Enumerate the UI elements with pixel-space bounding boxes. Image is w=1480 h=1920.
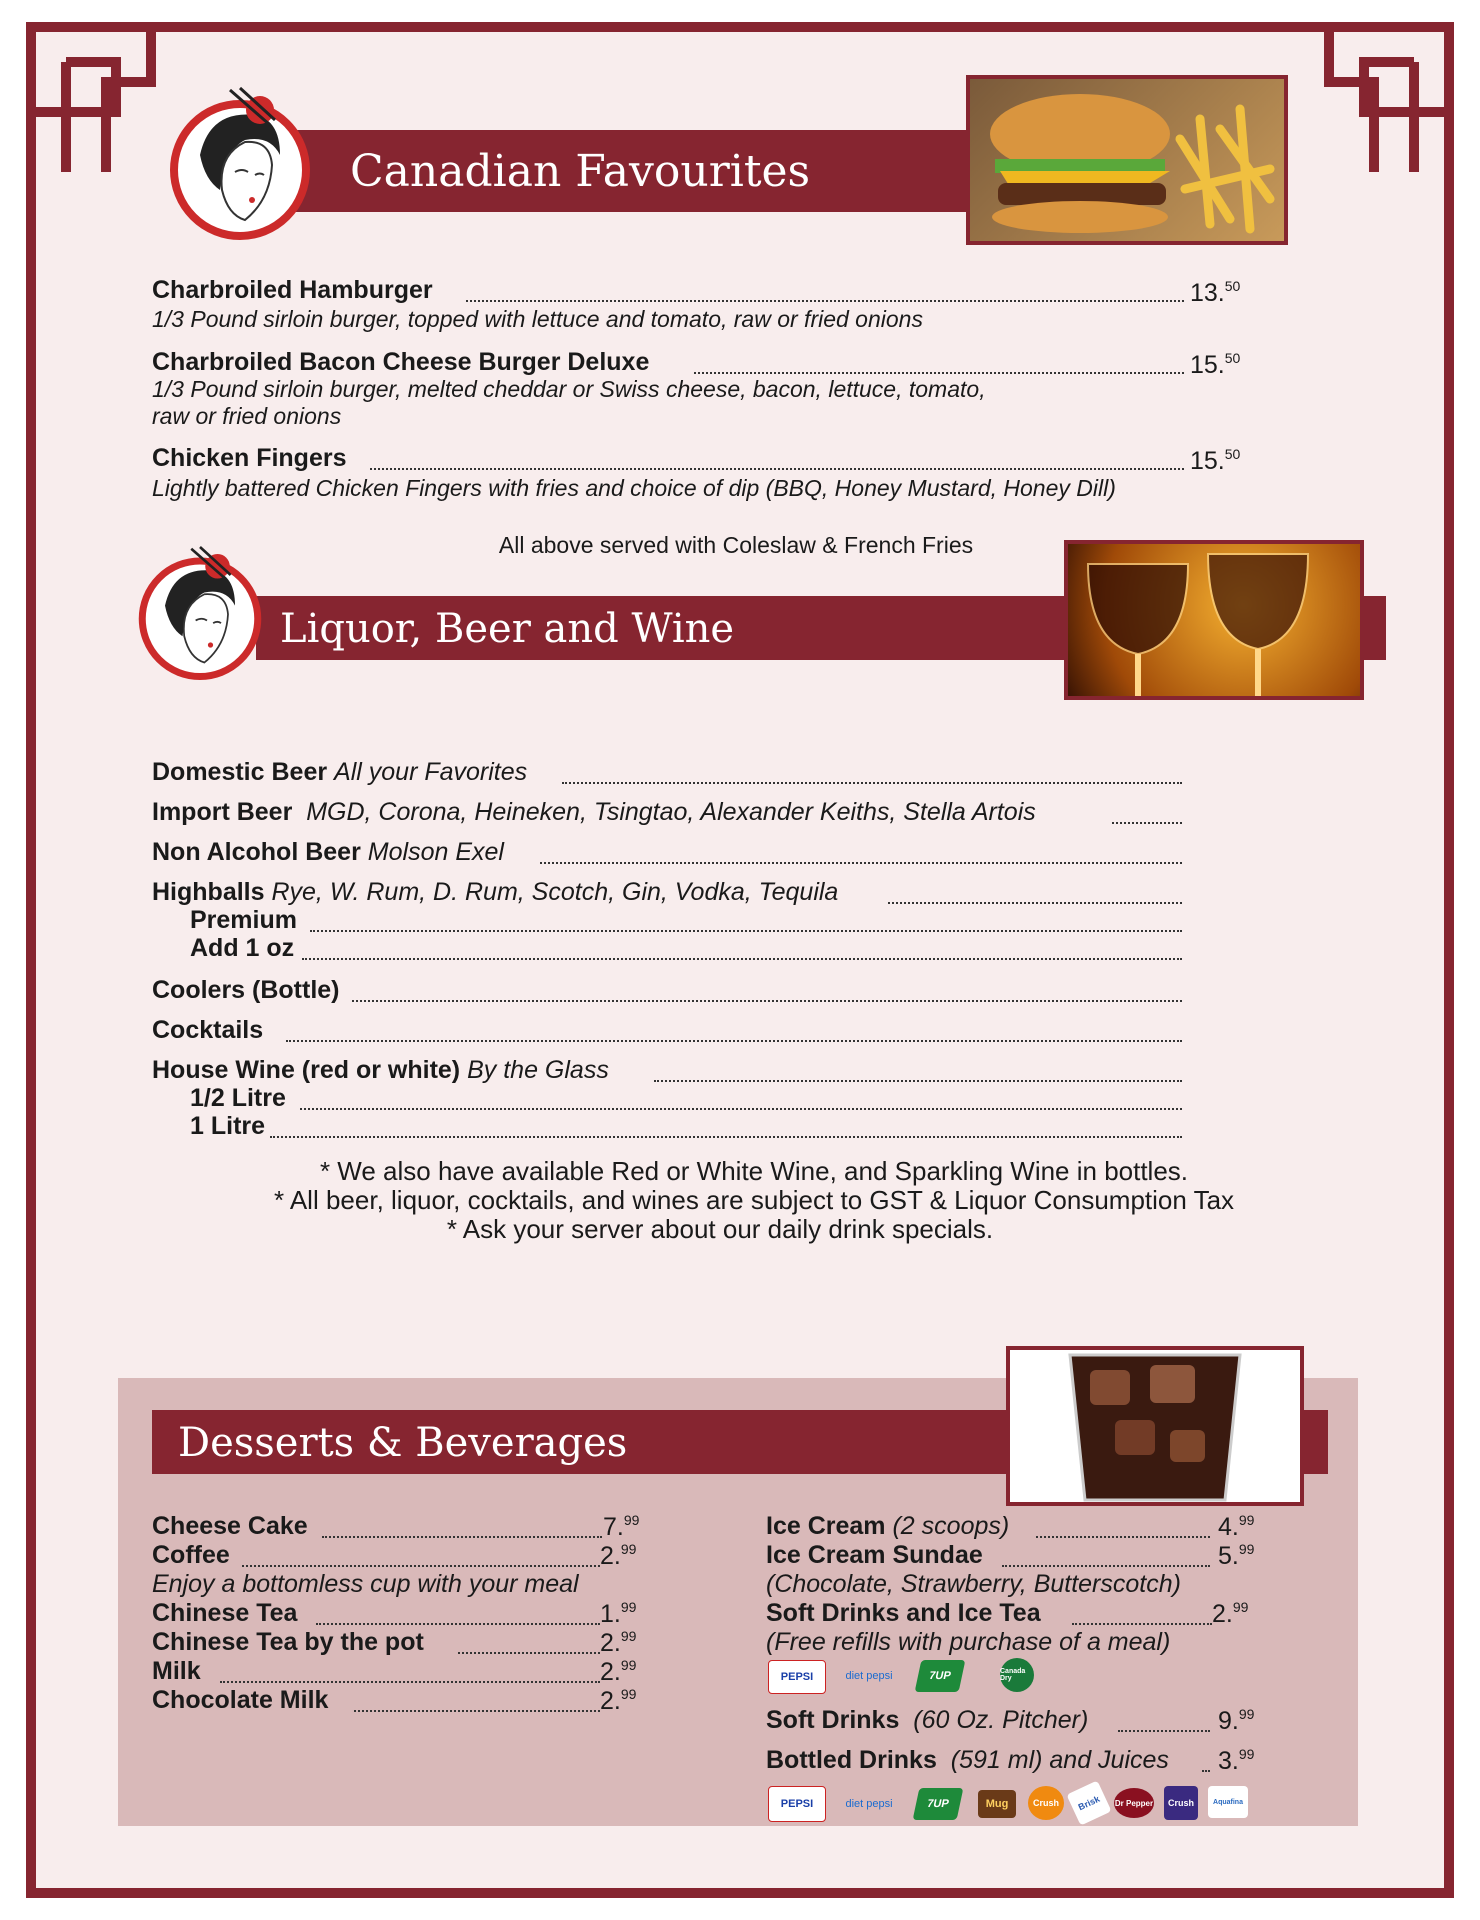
beverage-item: Soft Drinks and Ice Tea: [766, 1599, 1041, 1627]
dot-leader: [270, 1136, 1182, 1138]
section-title: Desserts & Beverages: [178, 1420, 628, 1466]
dot-leader: [1202, 1770, 1210, 1772]
menu-item-name: Chicken Fingers: [152, 444, 347, 472]
dot-leader: [466, 300, 1184, 302]
dot-leader: [562, 782, 1182, 784]
dot-leader: [888, 902, 1182, 904]
dot-leader: [458, 1652, 600, 1654]
dot-leader: [322, 1536, 602, 1538]
beverage-price: 5.99: [1218, 1541, 1255, 1570]
dessert-item: Chinese Tea: [152, 1599, 298, 1627]
aquafina-logo: Aquafina: [1208, 1786, 1248, 1818]
crush-logo: Crush: [1164, 1786, 1198, 1820]
drink-item: 1/2 Litre: [190, 1084, 286, 1112]
menu-item-description: Lightly battered Chicken Fingers with fries and choice of dip (BBQ, Honey Mustard, Honey Dill): [152, 475, 1116, 501]
dot-leader: [220, 1681, 600, 1683]
menu-item-price: 15.50: [1190, 446, 1241, 475]
dot-leader: [300, 1108, 1182, 1110]
beverage-item: Ice Cream Sundae: [766, 1541, 983, 1569]
dot-leader: [286, 1040, 1182, 1042]
dot-leader: [1002, 1565, 1210, 1567]
beverage-item: Ice Cream (2 scoops): [766, 1512, 1010, 1540]
beverage-item: Soft Drinks (60 Oz. Pitcher): [766, 1706, 1089, 1734]
menu-item-price: 13.50: [1190, 278, 1241, 307]
menu-item-name: Charbroiled Bacon Cheese Burger Deluxe: [152, 348, 650, 376]
pepsi-logo: PEPSI: [768, 1786, 826, 1822]
pepsi-logo: PEPSI: [768, 1660, 826, 1694]
beverage-price: 4.99: [1218, 1512, 1255, 1541]
7up-logo: 7UP: [913, 1788, 964, 1820]
drink-item: Domestic Beer All your Favorites: [152, 758, 528, 786]
menu-item-description: 1/3 Pound sirloin burger, melted cheddar or Swiss cheese, bacon, lettuce, tomato,: [152, 376, 986, 402]
liquor-note: * Ask your server about our daily drink specials.: [446, 1214, 994, 1244]
dot-leader: [1112, 822, 1182, 824]
cola-glass-photo: [1006, 1346, 1304, 1506]
7up-logo: 7UP: [915, 1660, 966, 1692]
dot-leader: [694, 372, 1184, 374]
dot-leader: [302, 958, 1182, 960]
drink-item: Highballs Rye, W. Rum, D. Rum, Scotch, Gin, Vodka, Tequila: [152, 878, 839, 906]
drink-item: Coolers (Bottle): [152, 976, 340, 1004]
drink-item: Cocktails: [152, 1016, 264, 1044]
dessert-item: Chinese Tea by the pot: [152, 1628, 424, 1656]
geisha-logo: [130, 540, 270, 685]
mug-logo: Mug: [978, 1790, 1016, 1818]
drink-item: House Wine (red or white) By the Glass: [152, 1056, 609, 1084]
beverage-note: (Chocolate, Strawberry, Butterscotch): [766, 1570, 1181, 1598]
dessert-item: Milk: [152, 1657, 201, 1685]
dessert-price: 2.99: [600, 1657, 637, 1686]
liquor-note: * We also have available Red or White Wine, and Sparkling Wine in bottles.: [319, 1156, 1189, 1186]
dot-leader: [354, 1710, 600, 1712]
drink-item: Non Alcohol Beer Molson Exel: [152, 838, 504, 866]
section-title: Liquor, Beer and Wine: [280, 606, 735, 652]
drink-item: Import Beer MGD, Corona, Heineken, Tsingtao, Alexander Keiths, Stella Artois: [152, 798, 1036, 826]
menu-item-description: raw or fried onions: [152, 403, 342, 429]
dot-leader: [352, 1000, 1182, 1002]
menu-item-name: Charbroiled Hamburger: [152, 276, 433, 304]
diet-pepsi-logo: diet pepsi: [845, 1670, 893, 1682]
crush-logo: Crush: [1028, 1786, 1064, 1820]
wine-glasses-photo: [1064, 540, 1364, 700]
beverage-note: (Free refills with purchase of a meal): [766, 1628, 1171, 1656]
dot-leader: [310, 930, 1182, 932]
dessert-item: Cheese Cake: [152, 1512, 308, 1540]
canada-dry-logo: Canada Dry: [1000, 1658, 1034, 1692]
dot-leader: [370, 468, 1184, 470]
dessert-item: Coffee: [152, 1541, 230, 1569]
liquor-note: * All beer, liquor, cocktails, and wines are subject to GST & Liquor Consumption Tax: [273, 1185, 1235, 1215]
section-banner-canadian: [280, 130, 970, 212]
menu-item-description: 1/3 Pound sirloin burger, topped with lettuce and tomato, raw or fried onions: [152, 306, 923, 332]
dot-leader: [1118, 1730, 1210, 1732]
geisha-logo: [160, 80, 320, 245]
section-title: Canadian Favourites: [350, 146, 811, 197]
dessert-price: 2.99: [600, 1628, 637, 1657]
brisk-logo: Brisk: [1066, 1780, 1111, 1825]
beverage-price: 3.99: [1218, 1746, 1255, 1775]
dot-leader: [242, 1565, 600, 1567]
dot-leader: [1036, 1536, 1210, 1538]
drink-item: Add 1 oz: [190, 934, 295, 962]
dessert-price: 1.99: [600, 1599, 637, 1628]
beverage-price: 9.99: [1218, 1706, 1255, 1735]
drink-item: 1 Litre: [190, 1112, 266, 1140]
dessert-item: Chocolate Milk: [152, 1686, 329, 1714]
dr-pepper-logo: Dr Pepper: [1114, 1788, 1154, 1818]
dot-leader: [1072, 1623, 1212, 1625]
burger-and-fries-photo: [966, 75, 1288, 245]
drink-item: Premium: [190, 906, 297, 934]
beverage-price: 2.99: [1212, 1599, 1249, 1628]
dessert-price: 2.99: [600, 1541, 637, 1570]
dot-leader: [540, 862, 1182, 864]
served-with-note: All above served with Coleslaw & French Fries: [498, 532, 974, 558]
menu-item-price: 15.50: [1190, 350, 1241, 379]
dessert-note: Enjoy a bottomless cup with your meal: [152, 1570, 579, 1598]
dessert-price: 2.99: [600, 1686, 637, 1715]
dot-leader: [316, 1623, 600, 1625]
beverage-item: Bottled Drinks (591 ml) and Juices: [766, 1746, 1169, 1774]
diet-pepsi-logo: diet pepsi: [845, 1798, 893, 1810]
dot-leader: [654, 1080, 1182, 1082]
dessert-price: 7.99: [603, 1512, 640, 1541]
